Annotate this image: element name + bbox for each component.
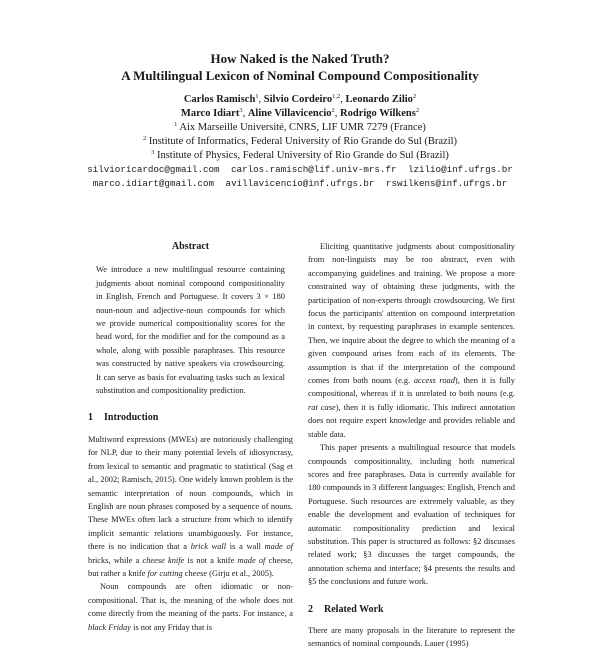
text-run: is not a knife [184, 555, 238, 565]
author-affil-mark: 2 [412, 93, 417, 100]
text-run: Eliciting quantitative judgments about compositionality from non-linguists may be too abstract, even with accompanying guidelines and training. We propose a more constrained way of obtaining these judgments, with the participation of non-experts through crowdsourcing. We first focus the participants' attention on compound interpretation in context, by requesting paraphrases in example sentences. Then, we inquire about the degree to which the meaning of a given compound arises from each of its elements. The assumption is that if the interpretation of the compound comes from both nouns (e.g. [308, 242, 515, 386]
section-title: Related Work [324, 603, 384, 615]
paper-header [0, 50, 600, 191]
paragraph [88, 580, 293, 634]
affiliation-list [0, 121, 600, 163]
text-run: ), then it is fully compositional, whereas if it is unrelated to both nouns (e.g. [308, 376, 515, 399]
emphasis: made of [237, 555, 266, 565]
title-line-1: How Naked is the Naked Truth? [210, 51, 390, 66]
affiliation-mark: 1 [174, 121, 178, 128]
author-affil-mark: 3 [239, 107, 243, 114]
paragraph [308, 240, 515, 441]
email-line: silvioricardoc@gmail.com carlos.ramisch@lif.univ-mrs.fr lzilio@inf.ufrgs.br [87, 164, 513, 175]
author-name: Marco Idiart [180, 108, 240, 119]
section-number: 1 [88, 412, 93, 424]
paragraph [88, 433, 293, 580]
affiliation-mark: 3 [151, 149, 155, 156]
affiliation-text: Institute of Informatics, Federal University of Rio Grande do Sul (Brazil) [148, 136, 458, 147]
emphasis: access road [413, 376, 455, 386]
emphasis: for cutting [147, 568, 183, 578]
affiliation-mark: 2 [142, 135, 147, 142]
section-heading [308, 603, 515, 616]
affiliation [0, 121, 600, 135]
right-column [308, 240, 515, 651]
text-run: bricks, while a [88, 555, 143, 565]
paragraph: There are many proposals in the literature to represent the semantics of nominal compounds. Lauer (1995) [308, 625, 515, 649]
text-run: cheese, but rather a knife [88, 555, 294, 578]
author-affil-mark: 1,2 [332, 93, 341, 100]
author-affil-mark: 2 [331, 107, 335, 114]
email-list [0, 163, 600, 191]
section-heading [88, 411, 293, 424]
affiliation-text: Institute of Physics, Federal University of Rio Grande do Sul (Brazil) [156, 150, 449, 161]
text-run: is not any Friday that is [131, 622, 212, 632]
text-run: ), then it is fully idiomatic. This indirect annotation does not require expert knowledge and provides reliable and stable data. [308, 402, 516, 439]
abstract-text: We introduce a new multilingual resource containing judgments about nominal compound compositionality in English, French and Portuguese. It covers 3 × 180 noun-noun and adjective-noun compounds for which we provide numerical compositionality scores for the head word, for the modifier and for the compound as a whole, along with possible paraphrases. This resource was constructed by native speakers via crowdsourcing. It can serve as basis for evaluating tasks such as lexical substitution and compositionality prediction. [96, 265, 285, 396]
author-name: Carlos Ramisch [183, 94, 256, 105]
emphasis: rat case [308, 402, 336, 412]
emphasis: cheese knife [142, 555, 185, 565]
paragraph: This paper presents a multilingual resource that models compounds compositionality, including both numerical scores and free paraphrases. Data is currently available for 180 compounds in 3 different languages: English, French and Portuguese. Such resources are extremely valuable, as they enable the development and evaluation of techniques for automatic compositionality prediction and lexical substitution. This paper is structured as follows: §2 discusses related work; §3 discusses the target compounds, the annotation schema and interface; §4 presents the results and §5 the conclusions and future work. [308, 443, 515, 587]
section-title: Introduction [104, 412, 159, 424]
email-line: marco.idiart@gmail.com avillavicencio@inf.ufrgs.br rswilkens@inf.ufrgs.br [92, 178, 508, 189]
text-run: is a wall [226, 542, 265, 552]
author-affil-mark: 2 [415, 107, 420, 114]
left-column [88, 240, 293, 634]
text-run: cheese (Girju et al., 2005). [182, 568, 274, 578]
affiliation [0, 149, 600, 163]
text-run: Multiword expressions (MWEs) are notoriously challenging for NLP, due to their many potential levels of idiosyncrasy, from lexical to semantic and pragmatic to statistical (Sag et al., 2002; Ramisch, 2015). One widely known problem is the semantic interpretation of noun compounds, which in English are noun phrases composed by a sequence of nouns. These MWEs often lack a structure from which to identify implicit semantic relations unambiguously. For instance, there is no indication that a [88, 434, 293, 552]
paper-title [0, 50, 600, 84]
abstract-heading: Abstract [171, 241, 210, 252]
author-name: Aline Villavicencio [247, 108, 332, 119]
section-number: 2 [308, 603, 313, 615]
affiliation [0, 135, 600, 149]
text-run: Noun compounds are often idiomatic or non-compositional. That is, the meaning of the whole does not come directly from the meaning of the parts. For instance, a [88, 582, 293, 619]
author-affil-mark: 1 [255, 93, 259, 100]
author-name: Leonardo Zilio [345, 94, 413, 105]
title-line-2: A Multilingual Lexicon of Nominal Compound Compositionality [121, 68, 479, 83]
emphasis: brick wall [190, 542, 227, 552]
author-name: Silvio Cordeiro [263, 94, 333, 105]
author-list: Carlos Ramisch$^1$, Silvio Cordeiro$^{1,2}$, Leonardo Zilio$^2$ Marco Idiart$^3$, Aline Villavicencio$^2$, Rodrigo Wilkens$^2$ [180, 93, 420, 119]
emphasis: made of [264, 542, 293, 552]
affiliation-text: Aix Marseille Université, CNRS, LIF UMR 7279 (France) [179, 122, 426, 133]
author-name: Rodrigo Wilkens [340, 108, 416, 119]
emphasis: black Friday [88, 622, 132, 632]
